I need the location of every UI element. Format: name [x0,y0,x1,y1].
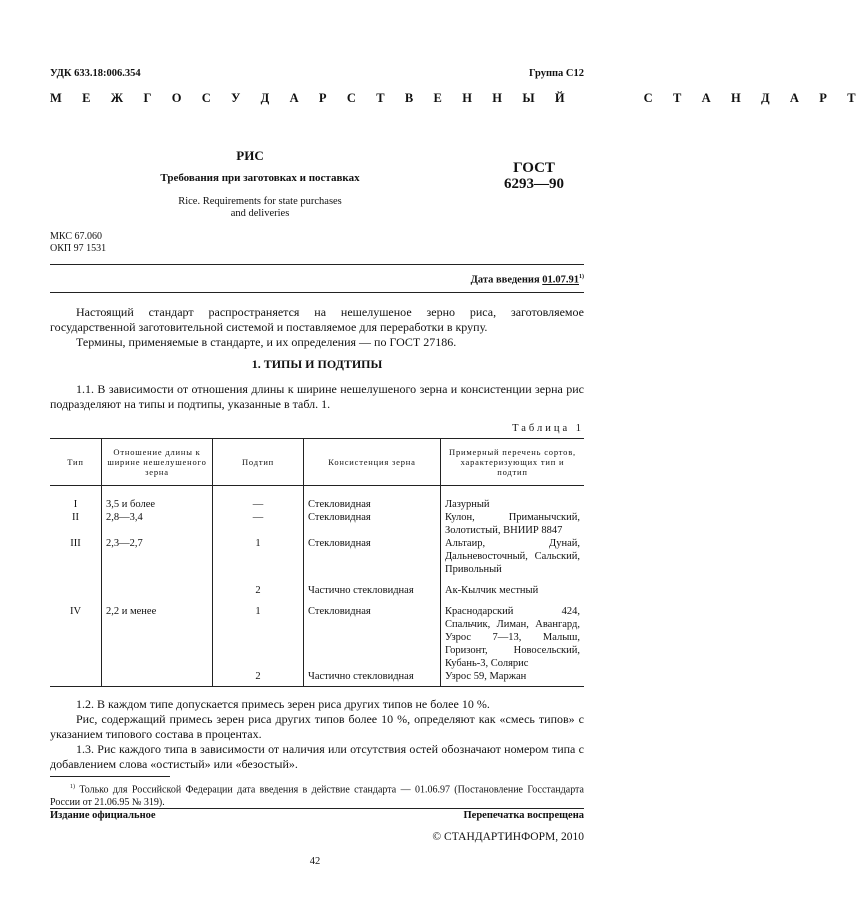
document-title: РИС [236,148,264,163]
col-header-ratio: Отношение длины к ширине нешелушеного зерна [102,439,213,486]
table-row [50,511,584,537]
cell-varieties: Кулон, Приманычский, Золотистый, ВНИИР 8847 [441,511,585,537]
col-header-subtype: Подтип [213,439,304,486]
table-spacer-row [50,486,584,499]
cell-ratio: 2,8—3,4 [102,511,213,537]
col-header-varieties: Примерный перечень сортов, характеризующих тип и подтип [441,439,585,486]
cell-ratio: 2,3—2,7 [102,537,213,576]
intro-paragraphs [50,305,584,350]
footnote-mark: 1) [70,784,75,790]
cell-ratio: 3,5 и более [102,498,213,511]
cell-type: II [72,512,79,523]
col-header-consistency: Консистенция зерна [304,439,441,486]
clauses-after-table [50,697,584,772]
gost-number [484,160,584,192]
table-label: Таблица 1 [512,423,584,434]
clause-1-2: 1.2. В каждом типе допускается примесь зерен риса других типов не более 10 %. [76,697,490,711]
cell-subtype: 2 [213,670,304,687]
section-heading: 1. ТИПЫ И ПОДТИПЫ [251,357,383,371]
okp-code: ОКП 97 1531 [50,243,107,254]
cell-consistency: Стекловидная [304,597,441,670]
cell-varieties: Ак-Кылчик местный [441,576,585,597]
cell-type [50,576,102,597]
introduction-date [471,274,584,286]
intro-date-value: 01.07.91 [542,274,579,286]
cell-ratio [102,576,213,597]
footnote [50,781,584,809]
document-subtitle-ru: Требования при заготовках и поставках [160,172,360,184]
scope-paragraph: Настоящий стандарт распространяется на нешелушеное зерно риса, заготовляемое государственной заготовительной системой и поставляемое для переработки в крупу. [50,305,584,334]
cell-type: IV [69,606,82,617]
cell-subtype: — [213,511,304,537]
cell-ratio: 2,2 и менее [102,597,213,670]
subtitle-en-line2: and deliveries [230,208,290,219]
standard-banner: М Е Ж Г О С У Д А Р С Т В Е Н Н Ы Й С Т А Н Д А Р Т [50,91,864,105]
cell-varieties: Узрос 59, Маржан [441,670,585,687]
cell-consistency: Стекловидная [304,511,441,537]
cell-type [50,670,102,687]
footnote-text: Только для Российской Федерации дата введения в действие стандарта — 01.06.97 (Постановление Госстандарта России от 21.06.95 № 319). [50,784,584,809]
document-subtitle-en [120,196,400,220]
table-row [50,597,584,670]
official-edition: Издание официальное [50,810,156,821]
clause-1-1-text: 1.1. В зависимости от отношения длины к ширине нешелушеного зерна и консистенции зерна рис подразделяют на типы и подтипы, указанные в табл. 1. [50,382,584,411]
reprint-notice: Перепечатка воспрещена [463,810,584,821]
cell-subtype: — [213,498,304,511]
cell-varieties: Краснодарский 424, Спальчик, Лиман, Авангард, Узрос 7—13, Малыш, Горизонт, Новосельский, Кубань-3, Солярис [441,597,585,670]
clause-1-2-mix: Рис, содержащий примесь зерен риса других типов более 10 %, определяют как «смесь типов» с указанием типового состава в процентах. [50,712,584,741]
intro-date-label: Дата введения [470,274,540,286]
terms-paragraph: Термины, применяемые в стандарте, и их определения — по ГОСТ 27186. [76,335,457,349]
cell-consistency: Стекловидная [304,498,441,511]
subtitle-en-line1: Rice. Requirements for state purchases [178,196,342,207]
types-table [50,438,584,687]
cell-consistency: Частично стекловидная [304,576,441,597]
col-header-type: Тип [50,439,102,486]
classification-codes [50,231,106,255]
table-row [50,576,584,597]
mks-code: МКС 67.060 [50,231,102,242]
intro-date-footnote-mark: 1) [579,274,584,280]
cell-subtype: 1 [213,597,304,670]
gost-code: 6293—90 [504,176,564,192]
cell-type: III [70,538,81,549]
page-number: 42 [309,856,321,867]
table-header-row [50,439,584,486]
footnote-divider [50,776,170,777]
cell-ratio [102,670,213,687]
cell-type: I [73,499,78,510]
cell-consistency: Стекловидная [304,537,441,576]
cell-subtype: 1 [213,537,304,576]
group-code: Группа С12 [528,68,584,79]
table-row [50,537,584,576]
clause-1-1 [50,382,584,412]
footer-divider [50,808,584,809]
copyright: © СТАНДАРТИНФОРМ, 2010 [432,831,584,843]
gost-label: ГОСТ [513,160,555,176]
cell-varieties: Лазурный [441,498,585,511]
cell-subtype: 2 [213,576,304,597]
table-row [50,498,584,511]
table-row [50,670,584,687]
intro-divider [50,292,584,293]
clause-1-3: 1.3. Рис каждого типа в зависимости от наличия или отсутствия остей обозначают номером типа с добавлением слова «остистый» или «безостый». [50,742,584,771]
cell-varieties: Альтаир, Дунай, Дальневосточный, Сальский, Привольный [441,537,585,576]
udk-code: УДК 633.18:006.354 [50,68,141,79]
cell-consistency: Частично стекловидная [304,670,441,687]
header-divider [50,264,584,265]
